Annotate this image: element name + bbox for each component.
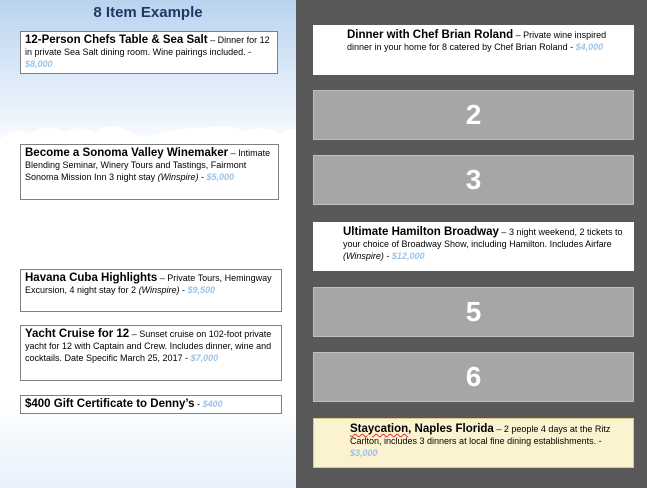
item-separator: – (498, 227, 509, 237)
item-heading-misspelled: Staycation (350, 423, 409, 435)
item-heading: $400 Gift Certificate to Denny’s (25, 398, 195, 410)
item-separator: – (129, 329, 140, 339)
item-price: $8,000 (25, 59, 53, 69)
item-price: $5,000 (206, 172, 235, 182)
item-heading: , Naples Florida (408, 423, 494, 435)
item-description-tail: - (198, 172, 207, 182)
placeholder-slot-6[interactable]: 6 (313, 352, 634, 402)
auction-item-chefs-table[interactable] (20, 31, 278, 74)
item-description: Private Tours, Hemingway Excursion, 4 night stay for 2 (25, 273, 272, 295)
page-title: 8 Item Example (93, 4, 203, 21)
item-heading: Havana Cuba Highlights (25, 272, 158, 284)
item-price: $3,000 (350, 448, 378, 458)
item-heading: Dinner with Chef Brian Roland (347, 29, 514, 41)
item-separator: – (207, 35, 218, 45)
item-source: (Winspire) (157, 172, 199, 182)
item-source: (Winspire) (343, 251, 384, 261)
auction-item-dennys-gift[interactable] (20, 395, 282, 414)
placeholder-slot-5[interactable]: 5 (313, 287, 634, 337)
item-description: Private wine inspired dinner in your home for 8 catered by Chef Brian Roland - (347, 30, 607, 52)
auction-item-havana-cuba[interactable] (20, 269, 282, 312)
item-description: 3 night weekend, 2 tickets to your choice of Broadway Show, including Hamilton. Includes Airfare (343, 227, 623, 249)
auction-item-sonoma-winemaker[interactable] (20, 144, 279, 200)
item-price: $4,000 (575, 42, 604, 52)
item-description: Dinner for 12 in private Sea Salt dining room. Wine pairings included. - (25, 35, 270, 57)
item-price: $12,000 (391, 251, 425, 261)
item-description: 2 people 4 days at the Ritz Carlton, includes 3 dinners at local fine dining establishments. - (350, 424, 611, 446)
item-source: (Winspire) (138, 285, 180, 295)
item-separator: – (513, 30, 524, 40)
placeholder-slot-3[interactable]: 3 (313, 155, 634, 205)
placeholder-slot-2[interactable]: 2 (313, 90, 634, 140)
item-heading: Yacht Cruise for 12 (25, 328, 130, 340)
auction-item-yacht-cruise[interactable] (20, 325, 282, 381)
item-description-tail: - (179, 285, 188, 295)
item-description: - (194, 399, 203, 409)
item-description-tail: - (383, 251, 392, 261)
item-separator: – (157, 273, 168, 283)
item-description: Sunset cruise on 102-foot private yacht for 12 with Captain and Crew. Includes dinner, wine and cocktails. Date Specific March 25, 2017 - (25, 329, 272, 363)
item-separator: – (493, 424, 504, 434)
auction-item-naples-staycation[interactable] (313, 418, 634, 468)
item-description: Intimate Blending Seminar, Winery Tours and Tastings, Fairmont Sonoma Mission Inn 3 night stay (25, 148, 271, 182)
item-separator: – (228, 148, 239, 158)
item-price: $400 (202, 399, 223, 409)
item-heading: 12-Person Chefs Table & Sea Salt (25, 34, 208, 46)
item-heading: Ultimate Hamilton Broadway (343, 226, 499, 238)
item-price: $9,500 (187, 285, 216, 295)
item-heading: Become a Sonoma Valley Winemaker (25, 147, 229, 159)
item-price: $7,000 (190, 353, 219, 363)
auction-item-chef-brian-roland[interactable] (313, 25, 634, 75)
auction-item-hamilton-broadway[interactable] (313, 222, 634, 271)
